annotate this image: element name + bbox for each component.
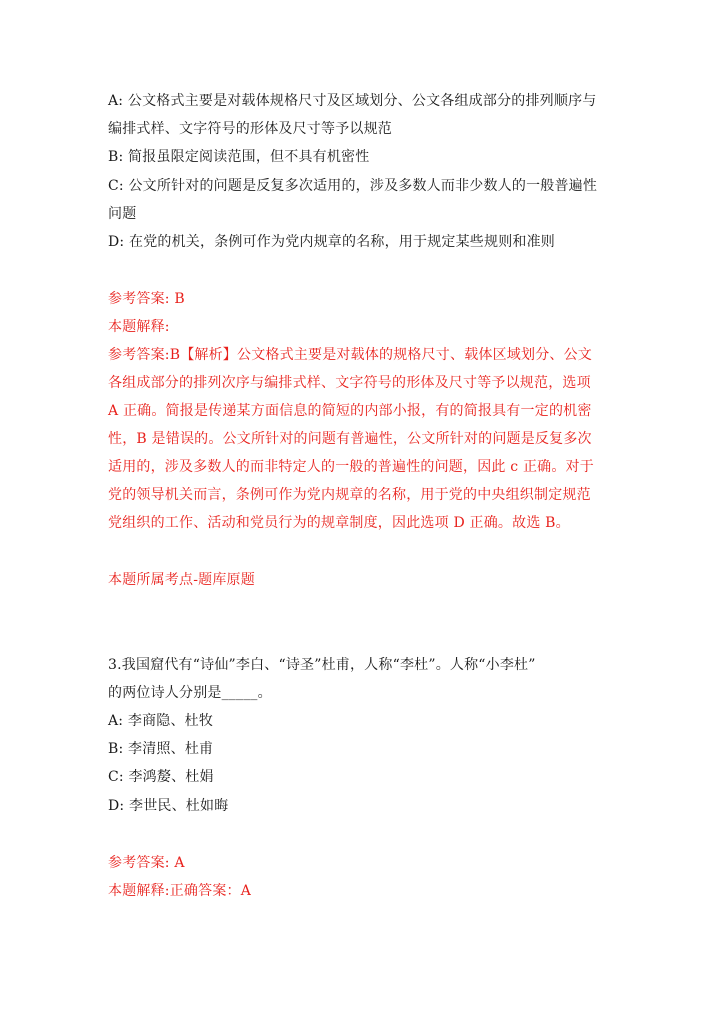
q3-option-c: C: 李鸿嫠、杜娟: [108, 769, 214, 785]
q2-answer: 参考答案: B: [108, 291, 185, 307]
q2-option-c-line2: 问题: [108, 206, 137, 222]
q2-explanation-label: 本题解释:: [108, 319, 170, 335]
q2-category: 本题所属考点-题库原题: [108, 572, 255, 588]
q3-question-line1: 3.我国窟代有“诗仙”李白、“诗圣”杜甫，人称“李杜”。人称“小李杜”: [108, 657, 536, 673]
q2-explanation-line: 适用的，涉及多数人的而非特定人的一般的普遍性的问题，因此 c 正确。对于: [108, 459, 594, 475]
q3-option-d: D: 李世民、杜如晦: [108, 798, 229, 814]
q3-explanation: 本题解释:正确答案：A: [108, 883, 252, 899]
q3-question-line2: 的两位诗人分别是_____。: [108, 685, 272, 701]
q2-explanation-line: A 正确。简报是传递某方面信息的简短的内部小报，有的简报具有一定的机密: [108, 403, 592, 419]
q2-option-c-line1: C: 公文所针对的问题是反复多次适用的，涉及多数人而非少数人的一般普遍性: [108, 178, 598, 194]
q2-option-a-line2: 编排式样、文字符号的形体及尺寸等予以规范: [108, 121, 392, 137]
q2-explanation-line: 各组成部分的排列次序与编排式样、文字符号的形体及尺寸等予以规范，选项: [108, 375, 591, 391]
q2-explanation-line: 性，B 是错误的。公文所针对的问题有普遍性，公文所针对的问题是反复多次: [108, 431, 592, 447]
q3-option-b: B: 李清照、杜甫: [108, 741, 214, 757]
q2-option-a-line1: A: 公文格式主要是对载体规格尺寸及区域划分、公文各组成部分的排列顺序与: [108, 93, 597, 109]
q2-option-d: D: 在党的机关，条例可作为党内规章的名称，用于规定某些规则和准则: [108, 234, 555, 250]
q2-explanation-line: 党组织的工作、活动和党员行为的规章制度，因此选项 D 正确。故选 B。: [108, 515, 570, 531]
q2-explanation-line: 参考答案:B【解析】公文格式主要是对载体的规格尺寸、载体区域划分、公文: [108, 347, 593, 363]
q2-explanation-line: 党的领导机关而言，条例可作为党内规章的名称，用于党的中央组织制定规范: [108, 487, 591, 503]
q2-option-b: B: 简报虽限定阅读范围，但不具有机密性: [108, 149, 370, 165]
q3-option-a: A: 李商隐、杜牧: [108, 713, 214, 729]
q3-answer: 参考答案: A: [108, 855, 185, 871]
